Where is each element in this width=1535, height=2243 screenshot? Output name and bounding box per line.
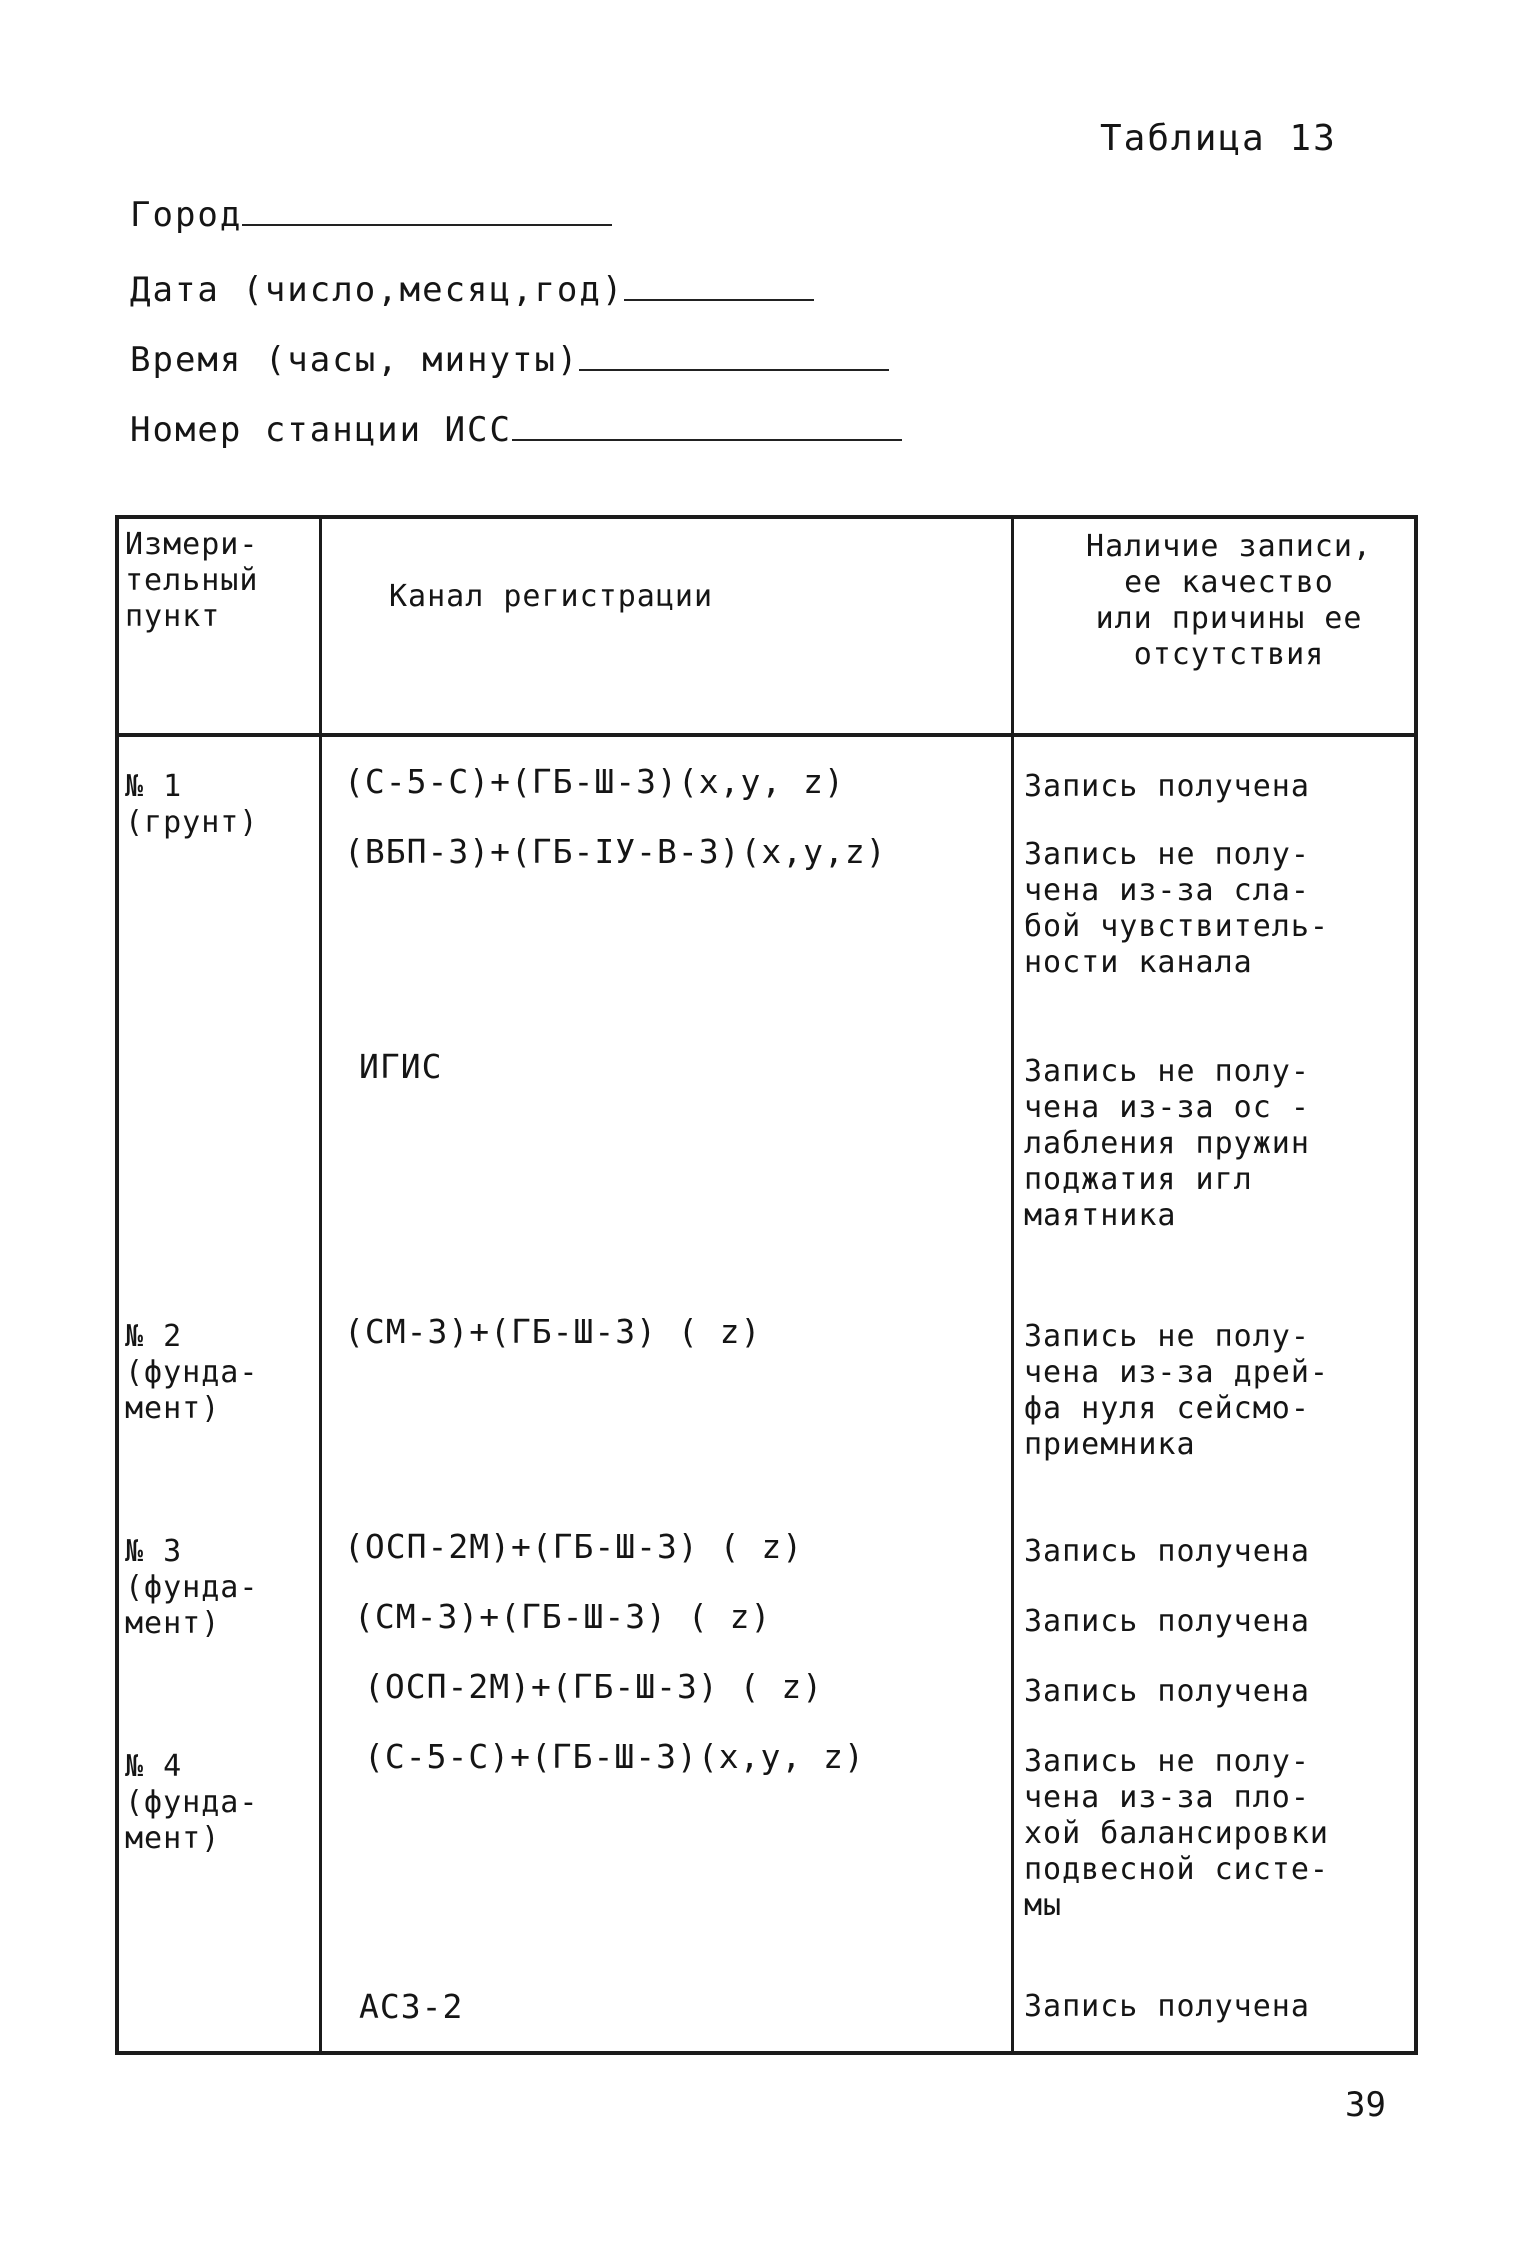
point-4: № 4 (фунда- мент) bbox=[125, 1749, 259, 1856]
result-7: Запись получена bbox=[1024, 1674, 1310, 1709]
field-station-blank bbox=[512, 439, 902, 441]
field-station bbox=[130, 410, 902, 450]
field-time-blank bbox=[579, 369, 889, 371]
result-8: Запись не полу- чена из-за пло- хой балансировки подвесной систе- мы bbox=[1024, 1744, 1329, 1923]
point-2: № 2 (фунда- мент) bbox=[125, 1319, 259, 1426]
result-9: Запись получена bbox=[1024, 1989, 1310, 2024]
result-3: Запись не полу- чена из-за ос - лабления пружин поджатия игл маятника bbox=[1024, 1054, 1310, 1233]
result-1: Запись получена bbox=[1024, 769, 1310, 804]
field-station-label: Номер станции ИСС bbox=[130, 410, 512, 450]
channel-6: (СМ-3)+(ГБ-Ш-3) ( z) bbox=[354, 1597, 772, 1636]
channel-4: (СМ-3)+(ГБ-Ш-3) ( z) bbox=[344, 1312, 762, 1351]
field-time bbox=[130, 340, 889, 380]
field-city bbox=[130, 195, 612, 235]
header-result: Наличие записи, ее качество или причины ее отсутствия bbox=[1086, 529, 1372, 672]
channel-5: (ОСП-2М)+(ГБ-Ш-3) ( z) bbox=[344, 1527, 804, 1566]
table-caption: Таблица 13 bbox=[1100, 118, 1337, 159]
column-divider bbox=[1011, 519, 1014, 2051]
field-date bbox=[130, 270, 814, 310]
channel-8: (С-5-С)+(ГБ-Ш-3)(x,y, z) bbox=[364, 1737, 865, 1776]
field-date-blank bbox=[624, 299, 814, 301]
channel-1: (С-5-С)+(ГБ-Ш-3)(x,y, z) bbox=[344, 762, 845, 801]
header-channel: Канал регистрации bbox=[389, 579, 714, 614]
field-date-label: Дата (число,месяц,год) bbox=[130, 270, 625, 310]
result-2: Запись не полу- чена из-за сла- бой чувствитель- ности канала bbox=[1024, 837, 1329, 980]
result-6: Запись получена bbox=[1024, 1604, 1310, 1639]
page-number: 39 bbox=[1345, 2085, 1386, 2125]
field-city-label: Город bbox=[130, 195, 243, 235]
channel-2: (ВБП-3)+(ГБ-IУ-В-3)(x,y,z) bbox=[344, 832, 887, 871]
header-point: Измери- тельный пункт bbox=[125, 527, 259, 634]
channel-3: ИГИС bbox=[359, 1047, 443, 1086]
header-divider bbox=[119, 733, 1414, 737]
point-1: № 1 (грунт) bbox=[125, 769, 259, 840]
records-table bbox=[115, 515, 1418, 2055]
result-5: Запись получена bbox=[1024, 1534, 1310, 1569]
point-3: № 3 (фунда- мент) bbox=[125, 1534, 259, 1641]
field-city-blank bbox=[242, 224, 612, 226]
channel-9: АСЗ-2 bbox=[359, 1987, 464, 2026]
channel-7: (ОСП-2М)+(ГБ-Ш-3) ( z) bbox=[364, 1667, 824, 1706]
result-4: Запись не полу- чена из-за дрей- фа нуля сейсмо- приемника bbox=[1024, 1319, 1329, 1462]
column-divider bbox=[319, 519, 322, 2051]
field-time-label: Время (часы, минуты) bbox=[130, 340, 580, 380]
